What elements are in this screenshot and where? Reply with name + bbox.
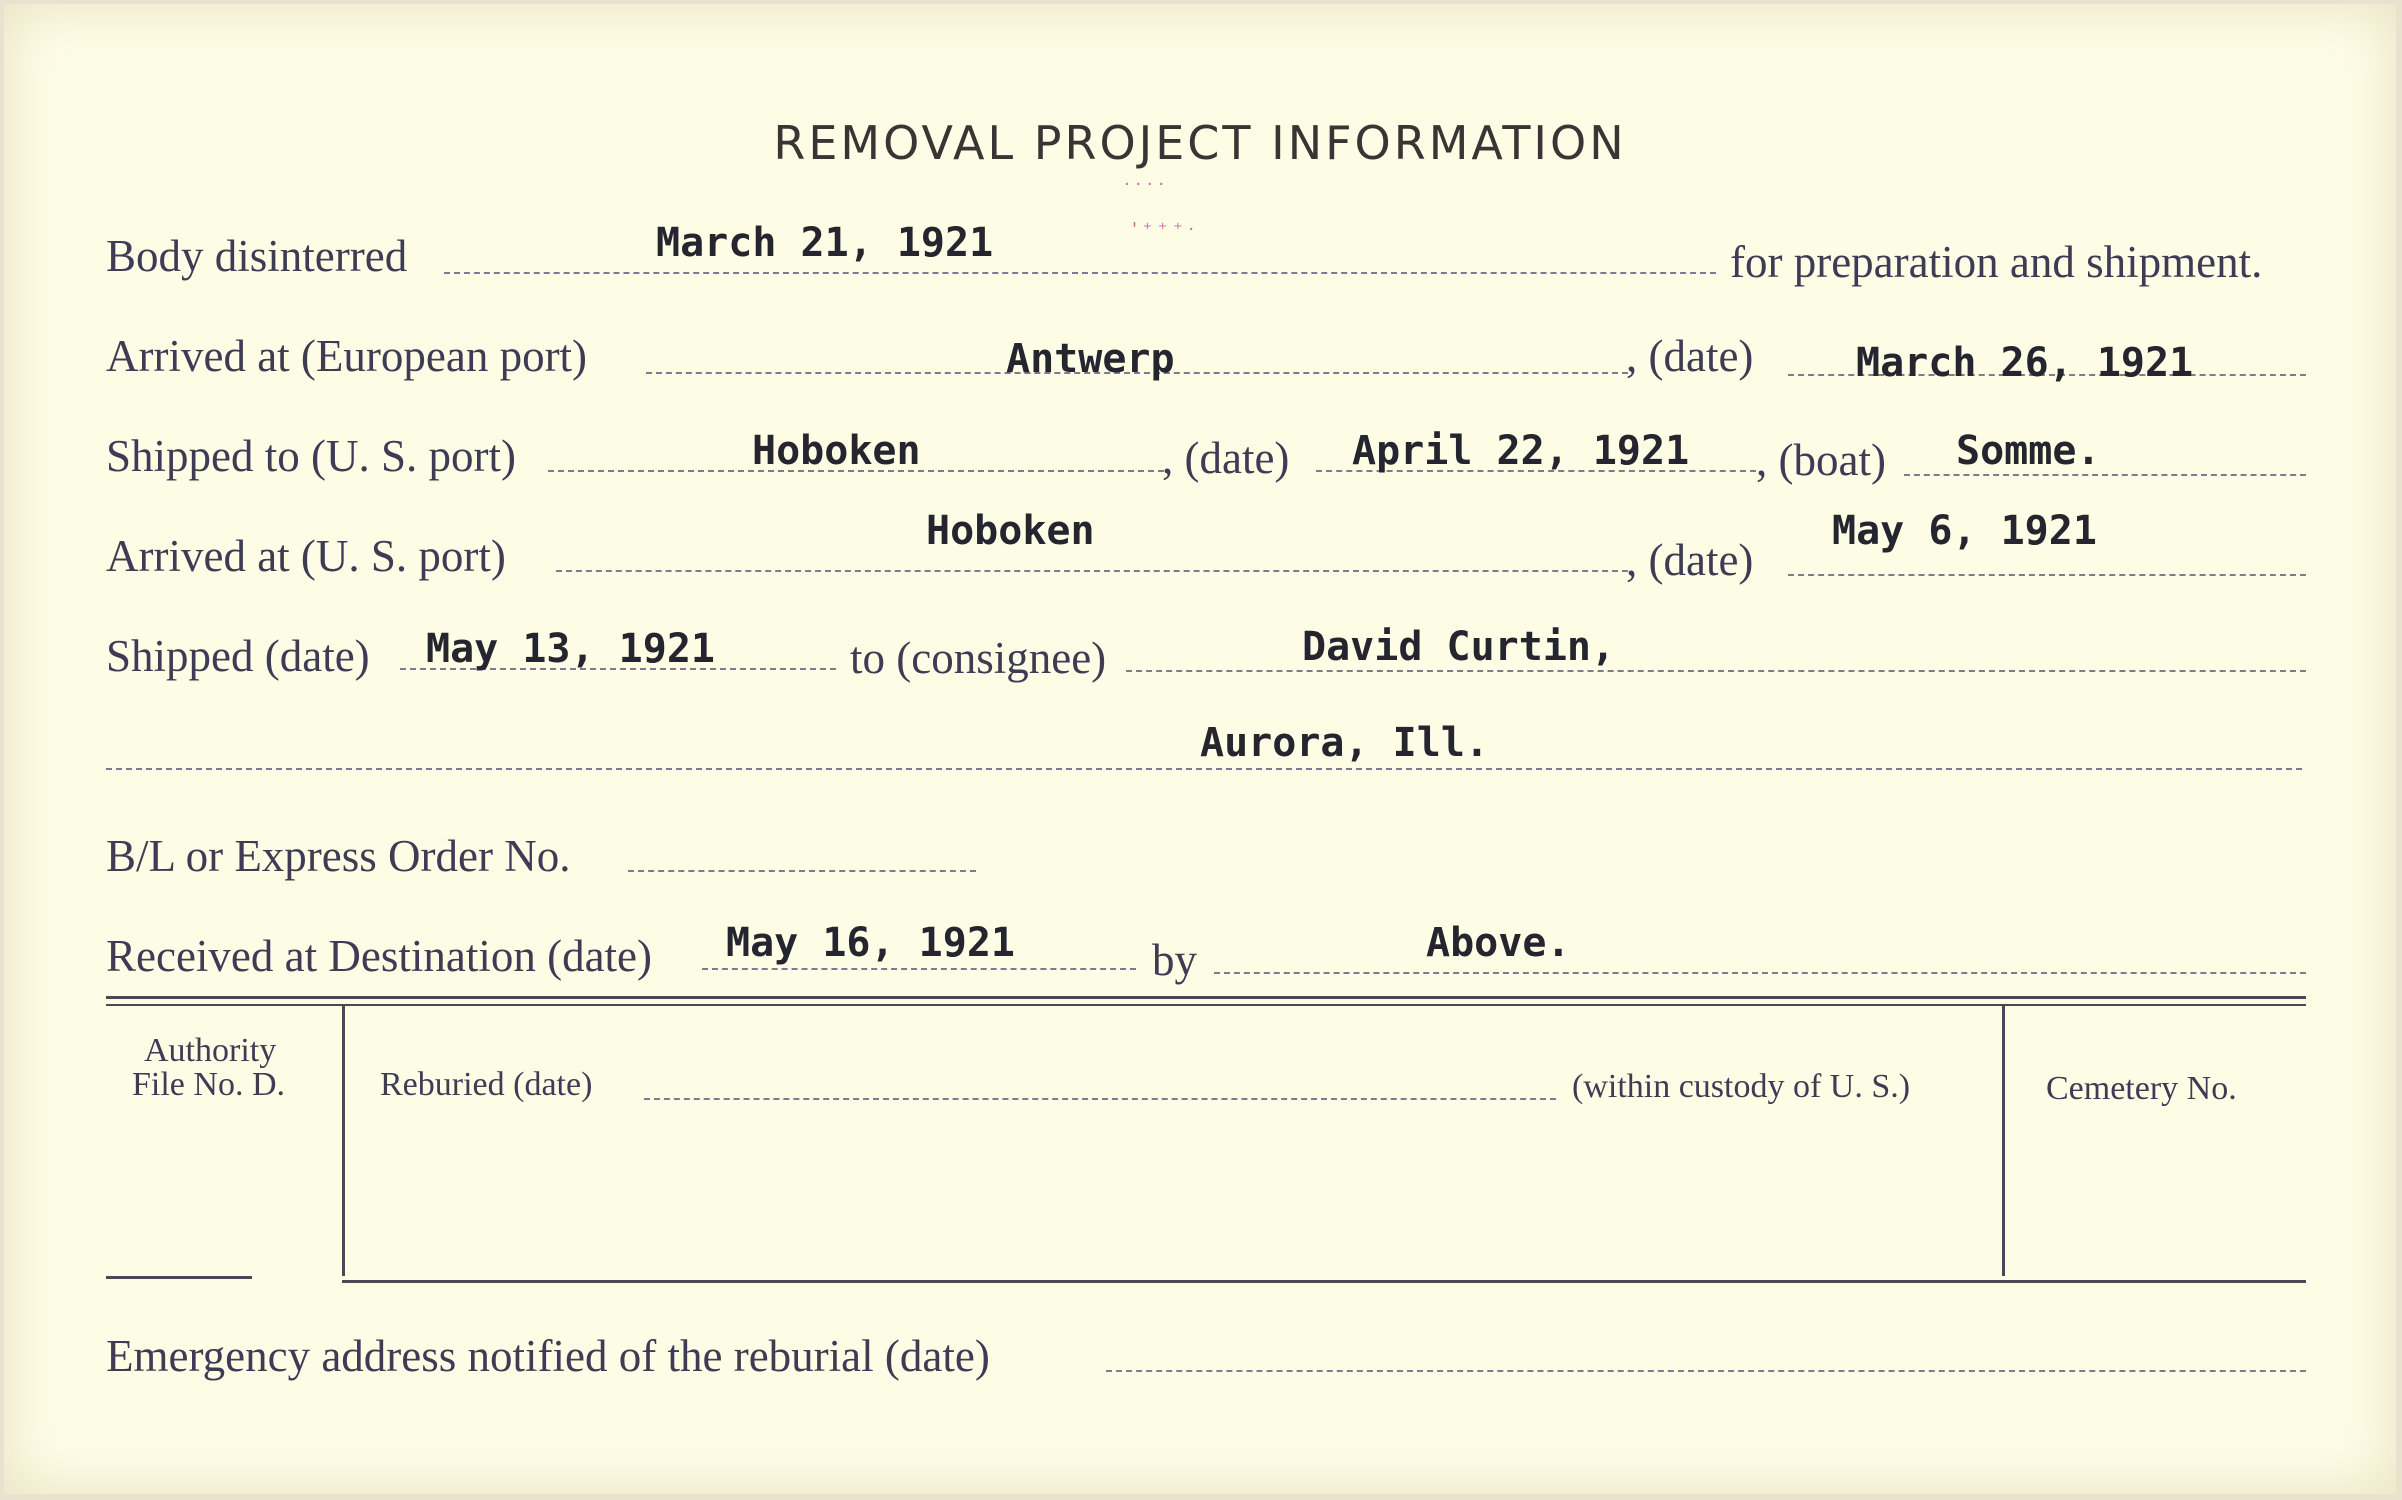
reburied-label: Reburied (date) xyxy=(380,1066,593,1103)
us-port-arrival-value: Hoboken xyxy=(926,508,1095,554)
shipped-to-date-label: , (date) xyxy=(1162,433,1290,483)
european-port-date-value: March 26, 1921 xyxy=(1856,340,2194,386)
us-port-arrival-label: Arrived at (U. S. port) xyxy=(106,531,506,581)
consignee-label: to (consignee) xyxy=(850,633,1107,683)
shipped-to-label: Shipped to (U. S. port) xyxy=(106,431,516,481)
shipped-to-value: Hoboken xyxy=(752,428,921,474)
received-destination-label: Received at Destination (date) xyxy=(106,931,653,981)
received-by-value: Above. xyxy=(1426,920,1571,966)
record-card xyxy=(4,4,2396,1494)
us-port-arrival-line xyxy=(556,570,1628,572)
boat-label: , (boat) xyxy=(1756,435,1886,485)
section-rule-top xyxy=(106,996,2306,999)
card-title: REMOVAL PROJECT INFORMATION xyxy=(773,116,1627,170)
received-by-line xyxy=(1214,972,2306,974)
consignee-address-value: Aurora, Ill. xyxy=(1200,720,1489,766)
boat-line xyxy=(1904,474,2306,476)
box-bottom-rule xyxy=(342,1280,2306,1283)
reburied-line xyxy=(644,1098,1556,1100)
file-no-label: File No. D. xyxy=(132,1066,285,1103)
body-disinterred-line xyxy=(444,272,1716,274)
us-port-arrival-date-label: , (date) xyxy=(1626,535,1754,585)
cemetery-divider xyxy=(2002,1004,2005,1276)
us-port-arrival-date-value: May 6, 1921 xyxy=(1832,508,2097,554)
stamp-marks: ' ⁺ ⁺ ⁺ · xyxy=(1132,219,1195,240)
european-port-label: Arrived at (European port) xyxy=(106,331,588,381)
preparation-shipment-label: for preparation and shipment. xyxy=(1730,237,2263,287)
emergency-address-line xyxy=(1106,1370,2306,1372)
european-port-date-label: , (date) xyxy=(1626,331,1754,381)
european-port-value: Antwerp xyxy=(1006,336,1175,382)
consignee-address-line xyxy=(106,768,2302,770)
received-destination-line xyxy=(702,968,1136,970)
custody-label: (within custody of U. S.) xyxy=(1572,1068,1911,1105)
cemetery-no-label: Cemetery No. xyxy=(2046,1070,2237,1107)
consignee-value: David Curtin, xyxy=(1302,624,1616,670)
express-order-line xyxy=(628,870,976,872)
authority-divider xyxy=(342,1004,345,1276)
emergency-address-label: Emergency address notified of the reburial (date) xyxy=(106,1331,990,1381)
received-destination-value: May 16, 1921 xyxy=(726,920,1015,966)
boat-value: Somme. xyxy=(1956,428,2101,474)
section-rule-bottom xyxy=(106,1004,2306,1006)
shipped-to-date-value: April 22, 1921 xyxy=(1352,428,1690,474)
body-disinterred-label: Body disinterred xyxy=(106,231,408,281)
stamp-marks: · · · · xyxy=(1124,174,1165,195)
shipped-date-label: Shipped (date) xyxy=(106,631,370,681)
box-bottom-rule-left xyxy=(106,1276,252,1279)
body-disinterred-value: March 21, 1921 xyxy=(656,220,994,266)
authority-label: Authority xyxy=(144,1032,277,1069)
consignee-line xyxy=(1126,670,2306,672)
shipped-date-value: May 13, 1921 xyxy=(426,626,715,672)
us-port-arrival-date-line xyxy=(1788,574,2306,576)
received-by-label: by xyxy=(1152,935,1197,985)
express-order-label: B/L or Express Order No. xyxy=(106,831,571,881)
